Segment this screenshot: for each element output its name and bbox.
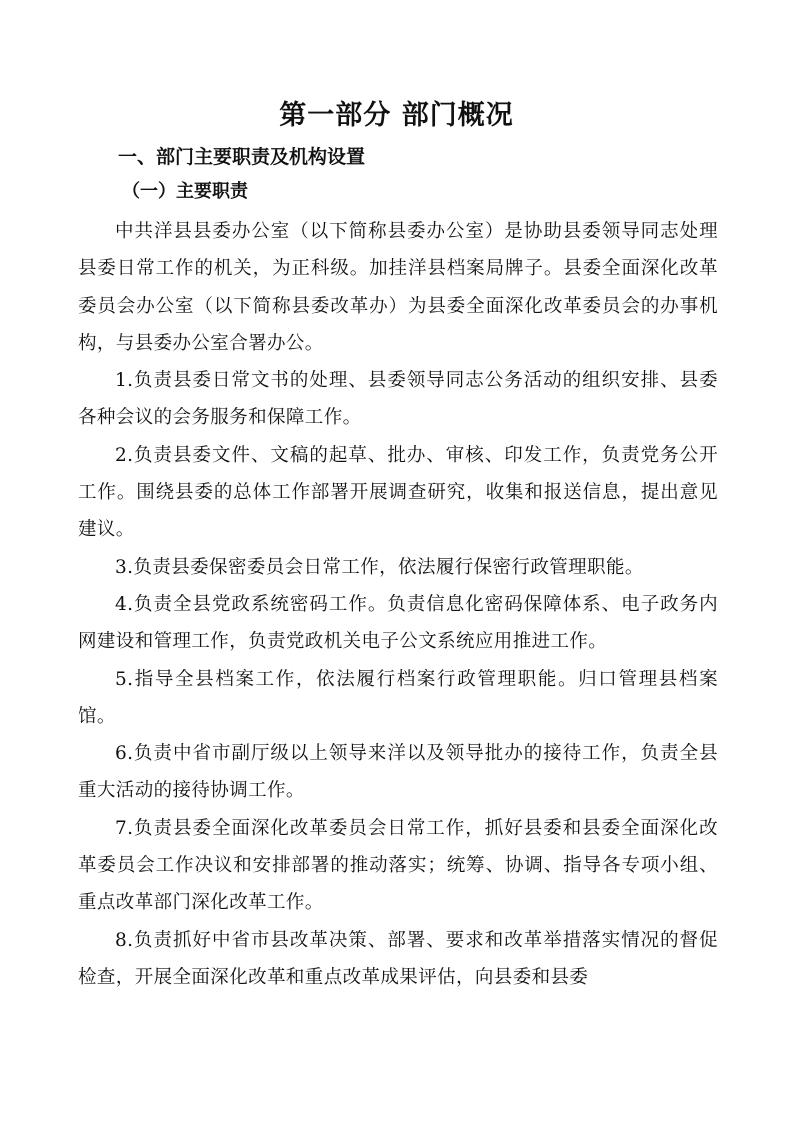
duty-item-3: 3.负责县委保密委员会日常工作，依法履行保密行政管理职能。: [115, 556, 644, 578]
duty-item-7: 7.负责县委全面深化改革委员会日常工作，抓好县委和县委全面深化改革委员会工作决议和安排部署的推动落实；统筹、协调、指导各专项小组、重点改革部门深化改革工作。: [78, 817, 718, 914]
duty-item-5: 5.指导全县档案工作，依法履行档案行政管理职能。归口管理县档案馆。: [78, 668, 718, 727]
duty-item-2: 2.负责县委文件、文稿的起草、批办、审核、印发工作，负责党务公开工作。围绕县委的总体工作部署开展调查研究，收集和报送信息，提出意见建议。: [78, 444, 718, 541]
section-heading: 一、部门主要职责及机构设置: [118, 146, 366, 168]
duty-item-1: 1.负责县委日常文书的处理、县委领导同志公务活动的组织安排、县委各种会议的会务服务和保障工作。: [78, 370, 718, 429]
page-title: 第一部分 部门概况: [279, 100, 514, 131]
intro-paragraph: 中共洋县县委办公室（以下简称县委办公室）是协助县委领导同志处理县委日常工作的机关，为正科级。加挂洋县档案局牌子。县委全面深化改革委员会办公室（以下简称县委改革办）为县委全面深化改革委员会的办事机构，与县委办公室合署办公。: [78, 221, 718, 354]
duty-item-4: 4.负责全县党政系统密码工作。负责信息化密码保障体系、电子政务内网建设和管理工作，负责党政机关电子公文系统应用推进工作。: [78, 593, 718, 653]
duty-item-6: 6.负责中省市副厅级以上领导来洋以及领导批办的接待工作，负责全县重大活动的接待协调工作。: [78, 743, 718, 802]
body-text: [78, 213, 718, 996]
duty-item-8: 8.负责抓好中省市县改革决策、部署、要求和改革举措落实情况的督促检查，开展全面深化改革和重点改革成果评估，向县委和县委: [78, 929, 718, 988]
subsection-heading: （一）主要职责: [122, 181, 248, 202]
